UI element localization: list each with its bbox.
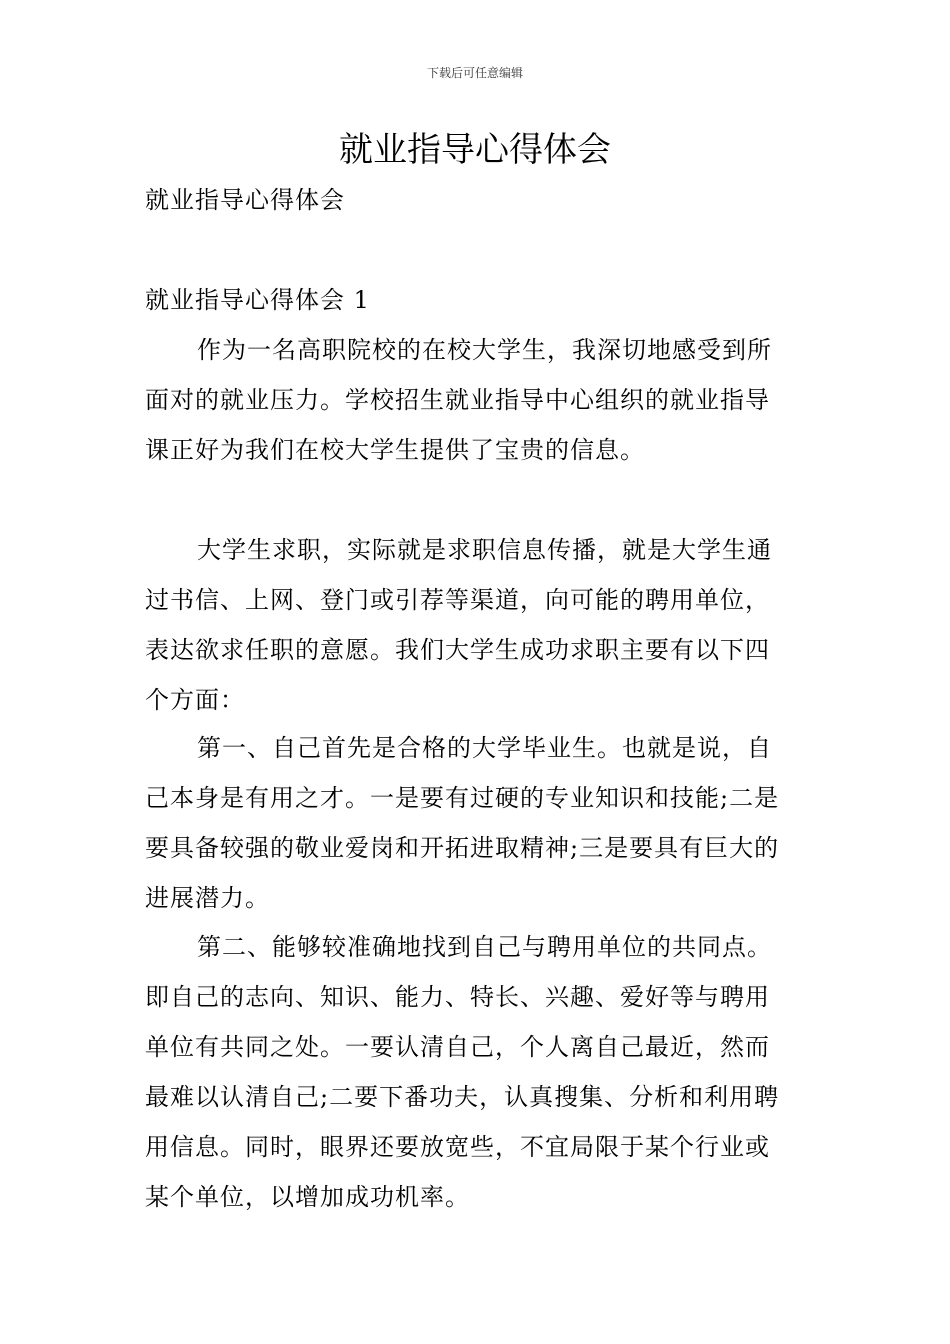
paragraph-1: [145, 325, 805, 475]
paragraph-line: 单位有共同之处。一要认清自己，个人离自己最近，然而: [145, 1033, 770, 1061]
paragraph-line: 进展潜力。: [145, 884, 270, 912]
paragraph-line: 过书信、上网、登门或引荐等渠道，向可能的聘用单位，: [145, 586, 770, 614]
paragraph-2: [145, 525, 805, 725]
header-note: 下载后可任意编辑: [426, 66, 523, 80]
paragraph-line: 表达欲求任职的意愿。我们大学生成功求职主要有以下四: [145, 636, 770, 664]
document-title: 就业指导心得体会: [339, 130, 611, 170]
paragraph-line: 最难以认清自己;二要下番功夫，认真搜集、分析和利用聘: [145, 1083, 780, 1111]
paragraph-line: 第二、能够较准确地找到自己与聘用单位的共同点。: [197, 933, 772, 961]
section-heading-text: 就业指导心得体会 1: [145, 286, 370, 314]
paragraph-line: 大学生求职，实际就是求职信息传播，就是大学生通: [197, 536, 772, 564]
paragraph-line: 用信息。同时，眼界还要放宽些，不宜局限于某个行业或: [145, 1133, 770, 1161]
paragraph-line: 个方面：: [145, 686, 245, 714]
paragraph-line: 第一、自己首先是合格的大学毕业生。也就是说，自: [197, 734, 772, 762]
section-heading: [145, 275, 805, 325]
document-subtitle: [145, 175, 805, 225]
paragraph-line: 即自己的志向、知识、能力、特长、兴趣、爱好等与聘用: [145, 983, 770, 1011]
paragraph-line: 某个单位，以增加成功机率。: [145, 1183, 470, 1211]
paragraph-line: 要具备较强的敬业爱岗和开拓进取精神;三是要具有巨大的: [145, 834, 780, 862]
paragraph-line: 课正好为我们在校大学生提供了宝贵的信息。: [145, 436, 645, 464]
paragraph-4: [145, 922, 805, 1222]
paragraph-3: [145, 723, 805, 923]
paragraph-line: 己本身是有用之才。一是要有过硬的专业知识和技能;二是: [145, 784, 780, 812]
subtitle-text: 就业指导心得体会: [145, 186, 345, 214]
paragraph-line: 作为一名高职院校的在校大学生，我深切地感受到所: [197, 336, 772, 364]
paragraph-line: 面对的就业压力。学校招生就业指导中心组织的就业指导: [145, 386, 770, 414]
